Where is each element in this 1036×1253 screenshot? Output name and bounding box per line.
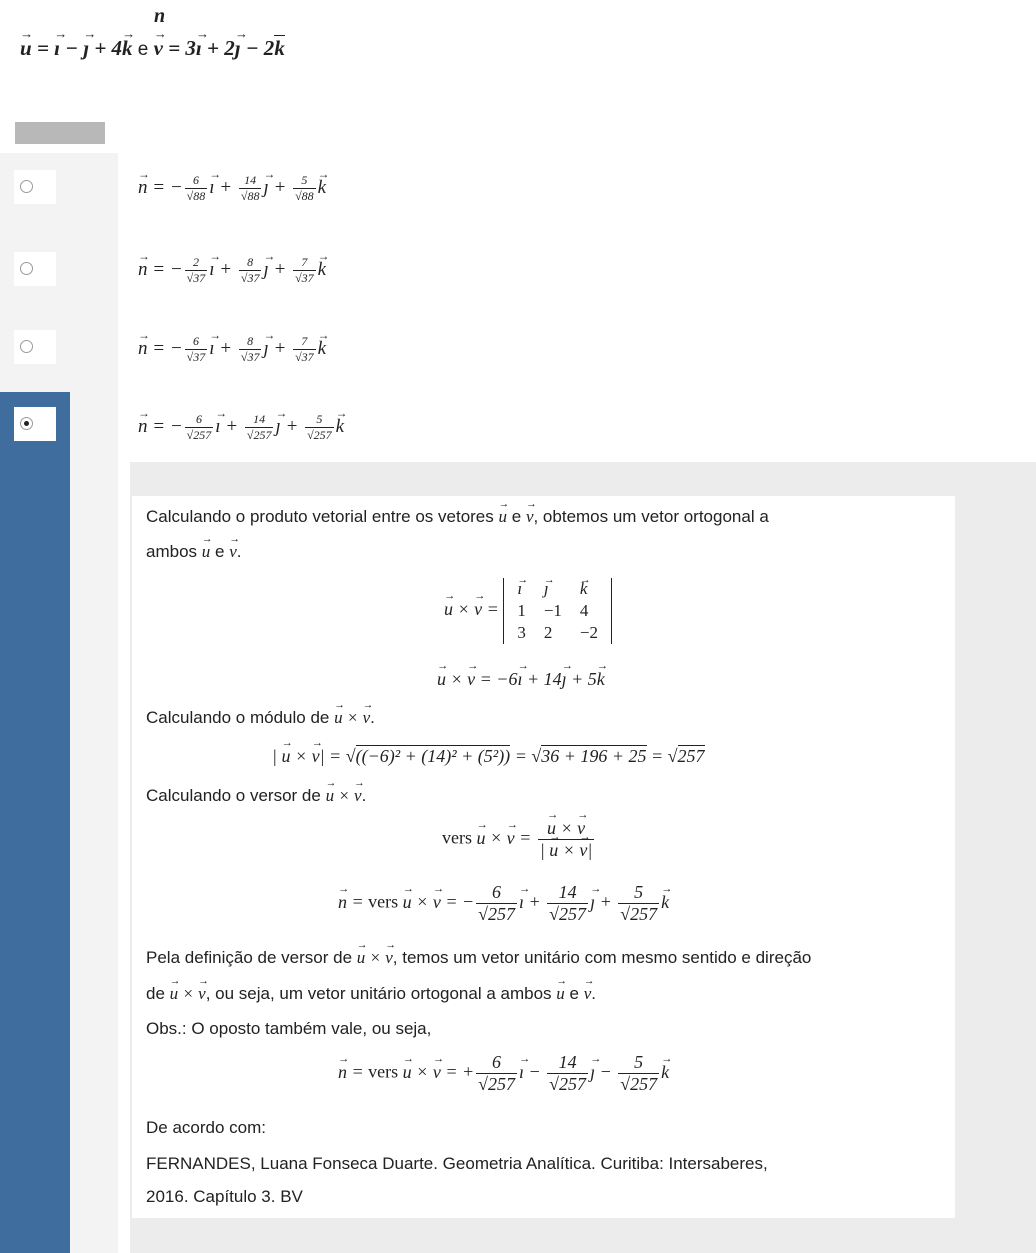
option-1-radio[interactable] [20,180,33,193]
reference-intro: De acordo com: [146,1118,266,1137]
option-2-formula: → n = − $\frac{2}{√37}$ → ı + $\frac{8}{√37}$ → ȷ + $\frac{7}{√37}$ → k [138,255,326,286]
option-2-radio-box[interactable] [14,252,56,286]
option-4-radio-box[interactable] [14,407,56,441]
cross-product-determinant: → u × → v = → ı → ȷ → k 1 −1 4 3 2 −2 [444,578,612,644]
normal-vector-symbol: n [154,5,166,27]
cross-product-result: → u × → v = −6→ ı + 14→ ȷ + 5→ k [437,669,605,690]
option-4-formula: → n = − $\frac{6}{√257}$ → ı + $\frac{14}{√257}$ → ȷ + $\frac{5}{√257}$ → k [138,412,344,443]
explanation-paragraph-4: Pela definição de versor de → u × → v, temos um vetor unitário com mesmo sentido e direção [146,948,811,968]
versor-definition: vers → u × → v = → $\frac{u \times \to v}{| \to u \times \to v|}$ [442,818,596,861]
option-2-radio[interactable] [20,262,33,275]
reference-line-2: 2016. Capítulo 3. BV [146,1187,303,1206]
option-3-formula: → n = − $\frac{6}{√37}$ → ı + $\frac{8}{√37}$ → ȷ + $\frac{7}{√37}$ → k [138,334,326,365]
option-4-radio-selected[interactable] [20,417,33,430]
explanation-paragraph-4b: de → u × → v, ou seja, um vetor unitário ortogonal a ambos → u e → v. [146,984,596,1004]
hidden-label-bar [15,122,105,144]
explanation-paragraph-3: Calculando o versor de → u × → v. [146,786,366,806]
opposite-versor: → n = vers → u × → v = + $\frac{6}{√257}$ → ı − $\frac{14}{√257}$ → ȷ − $\frac{5}{√257}$ → k [338,1052,669,1095]
explanation-paragraph-2: Calculando o módulo de → u × → v. [146,708,375,728]
reference-line-1: FERNANDES, Luana Fonseca Duarte. Geometria Analítica. Curitiba: Intersaberes, [146,1154,768,1173]
option-3-radio[interactable] [20,340,33,353]
modulus-formula: | → u × → v| = √((−6)² + (14)² + (5²)) = √36 + 196 + 25 = √257 [272,746,705,767]
option-1-formula: → n = − $\frac{6}{√88}$ → ı + $\frac{14}{√88}$ → ȷ + $\frac{5}{√88}$ → k [138,173,326,204]
question-vectors: → u = → ı − → ȷ + 4→ k e → v = 3→ ı + 2→ ȷ − 2k [20,36,285,61]
option-3-radio-box[interactable] [14,330,56,364]
explanation-paragraph-1: Calculando o produto vetorial entre os vetores → u e → v, obtemos um vetor ortogonal a [146,507,769,527]
explanation-paragraph-1b: ambos → u e → v. [146,542,241,562]
versor-result: → n = vers → u × → v = − $\frac{6}{√257}$ → ı + $\frac{14}{√257}$ → ȷ + $\frac{5}{√257}$ → k [338,882,669,925]
obs-paragraph: Obs.: O oposto também vale, ou seja, [146,1019,432,1038]
option-1-radio-box[interactable] [14,170,56,204]
selected-answer-highlight [0,392,70,1253]
